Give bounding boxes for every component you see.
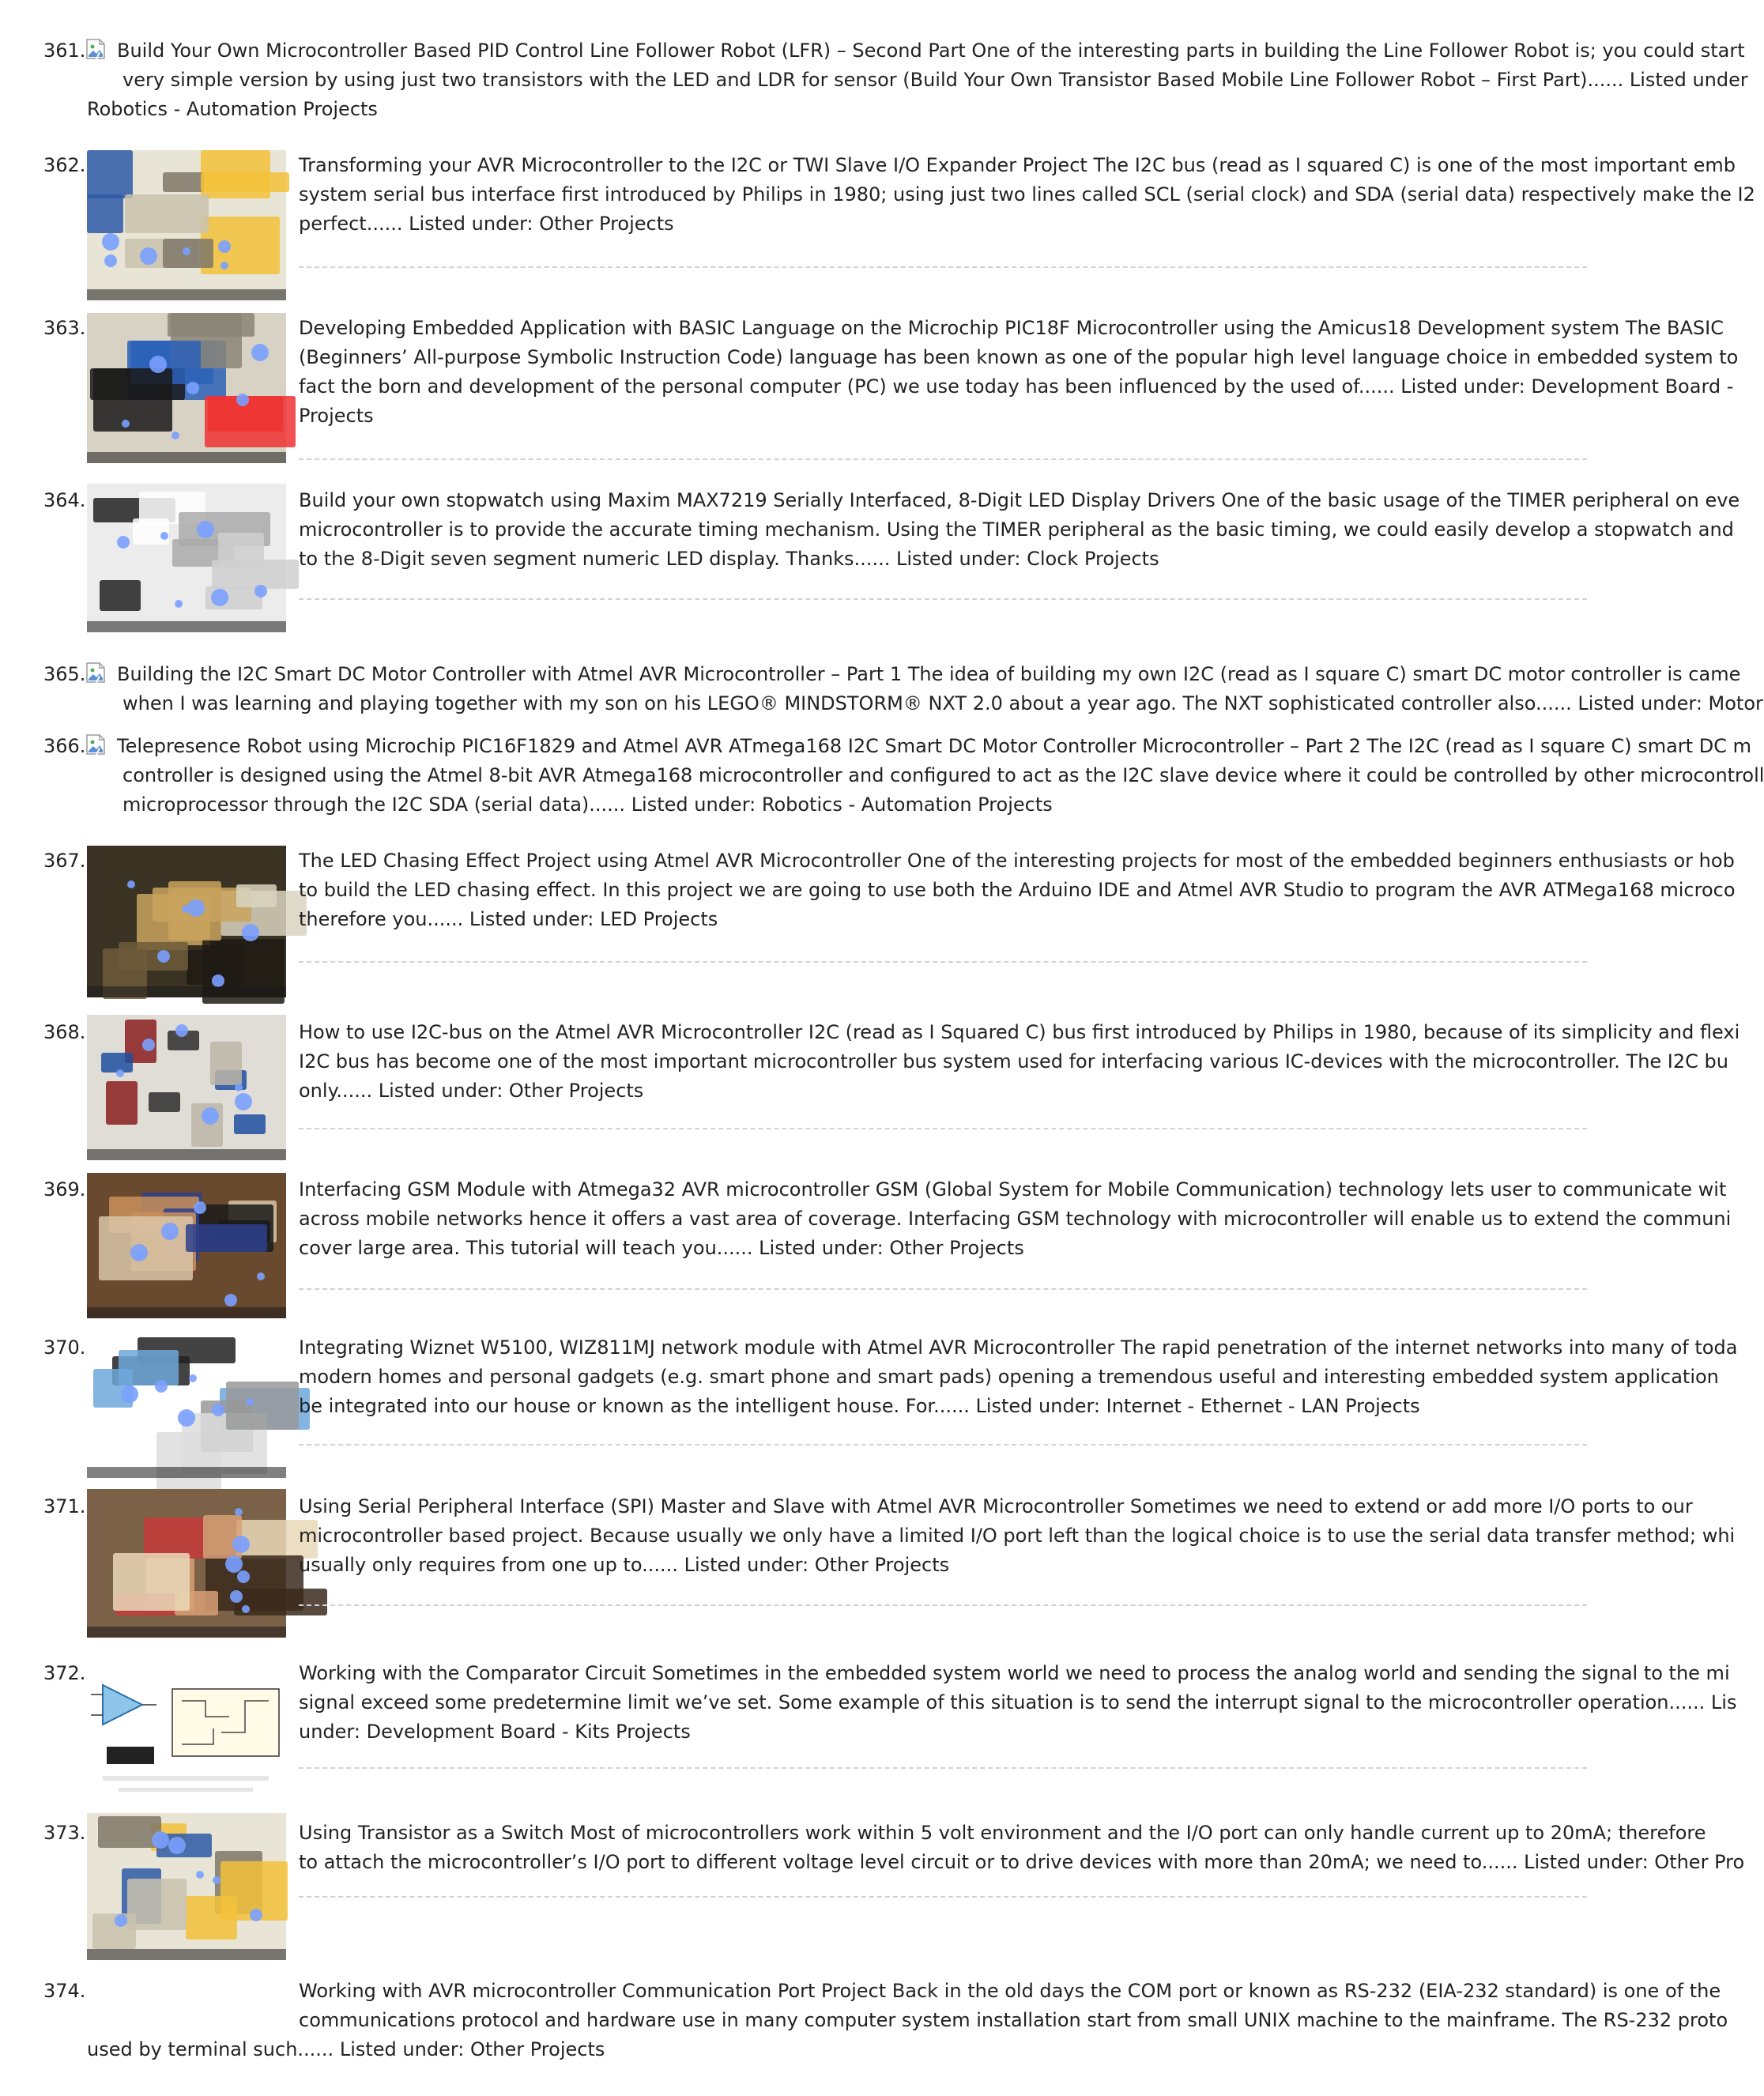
item-text: Build Your Own Microcontroller Based PID Control Line Follower Robot (LFR) – Second Part One of the interesting parts in building the Line Follower Robot is; you could start	[117, 40, 1745, 62]
project-thumbnail[interactable]	[87, 150, 286, 300]
item-text-line: perfect...... Listed under: Other Projects	[299, 213, 674, 235]
item-text-line	[85, 660, 1741, 689]
project-photo	[87, 1489, 286, 1638]
item-text: Telepresence Robot using Microchip PIC16F1829 and Atmel AVR ATmega168 I2C Smart DC Motor Controller Microcontroller – Part 2 The I2C (read as I square C) smart DC m	[117, 735, 1751, 757]
item-text-line	[85, 732, 1751, 761]
item-text-line: under: Development Board - Kits Projects	[299, 1721, 691, 1743]
item-number: 366.	[43, 735, 86, 757]
item-separator	[299, 1896, 1587, 1898]
item-separator	[299, 1604, 1587, 1606]
project-photo	[87, 1331, 286, 1478]
item-text-line	[122, 689, 1763, 718]
item-text-line: modern homes and personal gadgets (e.g. smart phone and smart pads) opening a tremendous useful and interesting embedded system application	[299, 1366, 1719, 1388]
item-text-line	[85, 36, 1745, 66]
item-separator	[299, 1128, 1587, 1129]
item-text-line: signal exceed some predetermine limit we’ve set. Some example of this situation is to send the interrupt signal to the microcontroller operation...... Lis	[299, 1691, 1737, 1713]
item-separator	[299, 1288, 1587, 1290]
project-photo	[87, 484, 286, 632]
item-text-line: used by terminal such...... Listed under: Other Projects	[87, 2038, 605, 2060]
item-text-line: The LED Chasing Effect Project using Atmel AVR Microcontroller One of the interesting projects for most of the embedded beginners enthusiasts or hob	[299, 850, 1735, 872]
project-thumbnail[interactable]	[87, 1489, 286, 1638]
broken-image-icon	[85, 662, 106, 684]
item-text-line: Working with AVR microcontroller Communication Port Project Back in the old days the COM port or known as RS-232 (EIA-232 standard) is one of the	[299, 1980, 1721, 2002]
project-thumbnail[interactable]	[87, 1813, 286, 1960]
item-separator	[299, 1767, 1587, 1769]
item-text-line: communications protocol and hardware use in many computer system installation start from small UNIX machine to the mainframe. The RS-232 proto	[299, 2009, 1728, 2031]
item-text-line: Transforming your AVR Microcontroller to the I2C or TWI Slave I/O Expander Project The I2C bus (read as I squared C) is one of the most important emb	[299, 154, 1736, 176]
project-photo	[87, 846, 286, 997]
item-text-line	[122, 790, 1587, 820]
item-text-line: across mobile networks hence it offers a vast area of coverage. Interfacing GSM technology with microcontroller will enable us to extend the communi	[299, 1208, 1732, 1230]
comparator-diagram	[87, 1653, 286, 1800]
item-text: Robotics - Automation Projects	[87, 98, 378, 120]
project-photo	[87, 150, 286, 300]
project-thumbnail[interactable]	[87, 1331, 286, 1478]
item-number: 364.	[43, 489, 86, 511]
item-text-line: to build the LED chasing effect. In this project we are going to use both the Arduino IDE and Atmel AVR Studio to program the AVR ATMega168 microco	[299, 879, 1736, 901]
item-separator	[299, 961, 1587, 963]
project-photo	[87, 1015, 286, 1160]
broken-image-icon	[85, 733, 106, 756]
item-number: 367.	[43, 850, 86, 872]
project-thumbnail[interactable]	[87, 846, 286, 997]
item-text-line: only...... Listed under: Other Projects	[299, 1080, 644, 1102]
item-text-line: fact the born and development of the personal computer (PC) we use today has been influenced by the used of...... Listed under: Development Board -	[299, 375, 1734, 398]
item-text-line: usually only requires from one up to...... Listed under: Other Projects	[299, 1554, 950, 1576]
item-separator	[299, 266, 1587, 268]
item-text-line: I2C bus has become one of the most important microcontroller bus system used for interfacing various IC-devices with the microcontroller. The I2C bu	[299, 1050, 1728, 1073]
item-number: 362.	[43, 154, 86, 176]
item-text-line: therefore you...... Listed under: LED Projects	[299, 908, 718, 930]
item-text-line	[122, 66, 1748, 95]
item-text: when I was learning and playing together with my son on his LEGO® MINDSTORM® NXT 2.0 about a year ago. The NXT sophisticated controller also...... Listed under: Motor	[122, 692, 1763, 714]
broken-image-icon	[85, 38, 106, 60]
item-text-line: Interfacing GSM Module with Atmega32 AVR microcontroller GSM (Global System for Mobile Communication) technology lets user to communicate wit	[299, 1178, 1727, 1201]
item-text-line: Integrating Wiznet W5100, WIZ811MJ network module with Atmel AVR Microcontroller The rapid penetration of the internet networks into many of toda	[299, 1336, 1738, 1359]
item-number: 374.	[43, 1980, 86, 2002]
project-thumbnail[interactable]	[87, 1653, 286, 1800]
item-number: 370.	[43, 1336, 86, 1359]
item-text-line: microcontroller is to provide the accurate timing mechanism. Using the TIMER peripheral as the basic timing, we could easily develop a stopwatch and	[299, 518, 1734, 541]
item-number: 369.	[43, 1178, 86, 1201]
item-text-line: Working with the Comparator Circuit Sometimes in the embedded system world we need to process the analog world and sending the signal to the mi	[299, 1662, 1730, 1684]
item-text-line: Using Serial Peripheral Interface (SPI) Master and Slave with Atmel AVR Microcontroller Sometimes we need to extend or add more I/O ports to our	[299, 1495, 1693, 1517]
item-text-line: (Beginners’ All-purpose Symbolic Instruction Code) language has been known as one of the popular high level language choice in embedded system to	[299, 346, 1739, 368]
item-separator	[299, 1444, 1587, 1446]
project-thumbnail[interactable]	[87, 313, 286, 463]
item-separator	[299, 458, 1587, 460]
item-text-line: microcontroller based project. Because usually we only have a limited I/O port left than the logical choice is to use the serial data transfer method; whi	[299, 1525, 1736, 1547]
item-text-line: Projects	[299, 405, 374, 427]
item-text-line: How to use I2C-bus on the Atmel AVR Microcontroller I2C (read as I Squared C) bus first introduced by Philips in 1980, because of its simplicity and flexi	[299, 1021, 1740, 1043]
item-text-line: Using Transistor as a Switch Most of microcontrollers work within 5 volt environment and the I/O port can only handle current up to 20mA; therefore	[299, 1822, 1706, 1844]
item-text-line	[122, 761, 1764, 790]
item-text-line: system serial bus interface first introduced by Philips in 1980; using just two lines called SCL (serial clock) and SDA (serial data) respectively make the I2	[299, 183, 1755, 205]
item-number: 363.	[43, 317, 86, 339]
project-photo	[87, 313, 286, 463]
item-text-line	[87, 95, 1587, 124]
item-number: 372.	[43, 1662, 86, 1684]
item-separator	[299, 598, 1587, 600]
item-number: 371.	[43, 1495, 86, 1517]
item-text-line: Build your own stopwatch using Maxim MAX7219 Serially Interfaced, 8-Digit LED Display Drivers One of the basic usage of the TIMER peripheral on eve	[299, 489, 1740, 511]
item-text-line: cover large area. This tutorial will teach you...... Listed under: Other Projects	[299, 1237, 1024, 1259]
item-text: controller is designed using the Atmel 8-bit AVR Atmega168 microcontroller and configured to act as the I2C slave device where it could be controlled by other microcontroll	[122, 764, 1764, 786]
item-number: 365.	[43, 663, 86, 685]
item-number: 373.	[43, 1822, 86, 1844]
project-photo	[87, 1173, 286, 1318]
project-thumbnail[interactable]	[87, 1015, 286, 1160]
item-text: microprocessor through the I2C SDA (serial data)...... Listed under: Robotics - Automation Projects	[122, 794, 1053, 816]
item-number: 368.	[43, 1021, 86, 1043]
item-number: 361.	[43, 40, 86, 62]
item-text-line: to the 8-Digit seven segment numeric LED display. Thanks...... Listed under: Clock Projects	[299, 548, 1159, 570]
project-thumbnail[interactable]	[87, 1173, 286, 1318]
item-text: Building the I2C Smart DC Motor Controller with Atmel AVR Microcontroller – Part 1 The idea of building my own I2C (read as I square C) smart DC motor controller is came	[117, 663, 1741, 685]
project-thumbnail[interactable]	[87, 484, 286, 632]
item-text-line: be integrated into our house or known as the intelligent house. For...... Listed under: Internet - Ethernet - LAN Projects	[299, 1395, 1420, 1417]
item-text-line: Developing Embedded Application with BASIC Language on the Microchip PIC18F Microcontroller using the Amicus18 Development system The BASIC	[299, 317, 1724, 339]
item-text: very simple version by using just two transistors with the LED and LDR for sensor (Build Your Own Transistor Based Mobile Line Follower Robot – First Part)...... Listed under	[122, 69, 1748, 91]
item-text-line: to attach the microcontroller’s I/O port to different voltage level circuit or to drive devices with more than 20mA; we need to...... Listed under: Other Pro	[299, 1851, 1745, 1873]
project-photo	[87, 1813, 286, 1960]
